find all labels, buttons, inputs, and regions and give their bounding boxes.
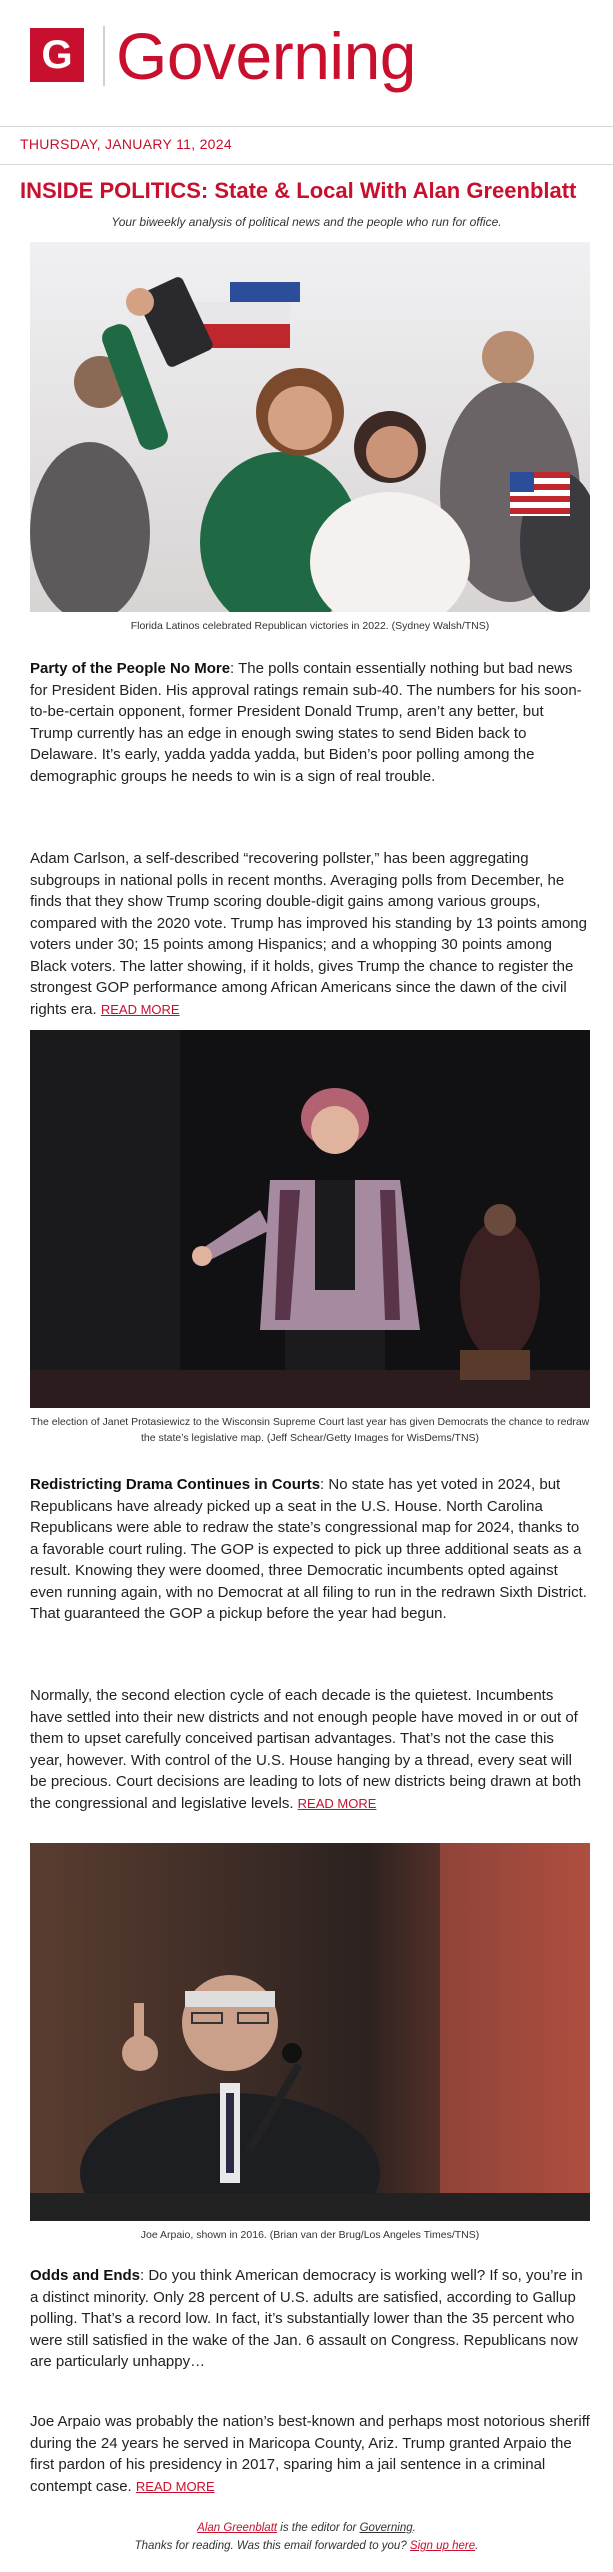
story-3-read-more-link[interactable]: READ MORE [135,2478,215,2494]
story-1-read-more-link[interactable]: READ MORE [100,1001,180,1017]
rally-selfie-image [30,242,590,612]
email-header [0,0,613,118]
story-2-lead-text: : No state has yet voted in 2024, but Republicans have already picked up a seat in the U.S. House. North Carolina Republicans were able to redraw the state’s congressional map for 2024, thanks to a favorable court ruling. The GOP is expected to pick up three additional seats as a result. Knowing they were doomed, three Democratic incumbents opted against even running again, with no Democrat at all filing to run in the redrawn Sixth District. That guaranteed the GOP a pickup before the year had begun. [30,1476,587,1622]
story-1-photo[interactable] [30,242,590,612]
story-1-body-text: Adam Carlson, a self-described “recovering pollster,” has been aggregating subgroups in national polls in recent months. Averaging polls from December, he finds that they show Trump scoring double-digit gains among various groups, compared with the 2020 vote. Trump has improved his standing by 13 points among voters under 30; 15 points among Hispanics; and a whopping 30 points among Black voters. The latter showing, if it holds, gives Trump the chance to register the strongest GOP performance among African Americans since the dawn of the civil rights era. [30,850,587,1018]
divider [0,164,613,165]
american-flag-icon [510,472,570,516]
story-3-lead-text: : Do you think American democracy is working well? If so, you’re in a distinct minority. Only 28 percent of U.S. adults are satisfied, according to Gallup polling. That’s a record low. In fact, it’s substantially lower than the 35 percent who were still satisfied in the wake of the Jan. 6 assault on Congress. Republicans now are particularly unhappy… [30,2267,583,2370]
story-2-photo[interactable] [30,1030,590,1408]
author-line [0,2519,613,2537]
story-2-body-text: Normally, the second election cycle of each decade is the quietest. Incumbents have settled into their new districts and not enough people have moved in or out of them to upset carefully conceived partisan advantages. That’s not the case this year, however. With control of the U.S. House hanging by a thread, every seat will be precious. Court decisions are leading to lots of new districts being drawn at both the congressional and legislative levels. [30,1687,582,1812]
story-3-lead [30,2265,590,2373]
story-2-read-more-link[interactable]: READ MORE [297,1795,377,1811]
story-2-body [30,1685,590,1814]
thanks-text: Thanks for reading. Was this email forwarded to you? [134,2540,410,2552]
issue-date: THURSDAY, JANUARY 11, 2024 [20,136,232,152]
story-2-caption: The election of Janet Protasiewicz to the Wisconsin Supreme Court last year has given Democrats the chance to redraw the state’s legislative map. (Jeff Schear/Getty Images for WisDems/TNS) [30,1416,590,1444]
brand-wordmark[interactable]: Governing [116,19,417,93]
signup-period: . [475,2540,479,2552]
author-period: . [412,2522,416,2534]
story-3-body-text: Joe Arpaio was probably the nation’s best-known and perhaps most notorious sheriff during the 24 years he served in Maricopa County, Ariz. Trump granted Arpaio the first pardon of his presidency in 2017, sparing him a jail sentence in a criminal contempt case. [30,2413,590,2495]
story-2-lead [30,1474,590,1625]
story-1-lead [30,658,590,787]
email-footer [0,2519,613,2555]
logo-divider [103,26,105,86]
author-text: is the editor for [277,2522,360,2534]
story-3-label: Odds and Ends [30,2267,141,2284]
story-1-label: Party of the People No More [30,660,231,677]
governing-logo-icon[interactable] [30,28,84,82]
divider [0,126,613,127]
logo-letter: G [41,33,73,77]
publication-link[interactable]: Governing [359,2522,413,2534]
story-3-body [30,2411,590,2497]
signup-link[interactable]: Sign up here [409,2540,476,2552]
newsletter-subtitle: Your biweekly analysis of political news and the people who run for office. [111,215,502,229]
signup-line [0,2537,613,2555]
story-1-body [30,848,590,1020]
author-link[interactable]: Alan Greenblatt [197,2522,278,2534]
story-1-lead-text: : The polls contain essentially nothing but bad news for President Biden. His approval ratings remain sub-40. The numbers for his soon-to-be-certain opponent, former President Donald Trump, aren’t any better, but Trump currently has an edge in enough swing states to send Biden back to Delaware. It’s early, yadda yadda yadda, but Biden’s poor polling among the demographic groups he needs to win is a sign of real trouble. [30,660,582,785]
story-1-caption: Florida Latinos celebrated Republican victories in 2022. (Sydney Walsh/TNS) [130,620,490,632]
story-3-caption: Joe Arpaio, shown in 2016. (Brian van der Brug/Los Angeles Times/TNS) [140,2229,480,2241]
sheriff-portrait-image [30,1843,590,2221]
speaker-on-stage-image [30,1030,590,1408]
story-3-photo[interactable] [30,1843,590,2221]
newsletter-title: INSIDE POLITICS: State & Local With Alan Greenblatt [20,178,577,203]
story-2-label: Redistricting Drama Continues in Courts [30,1476,321,1493]
